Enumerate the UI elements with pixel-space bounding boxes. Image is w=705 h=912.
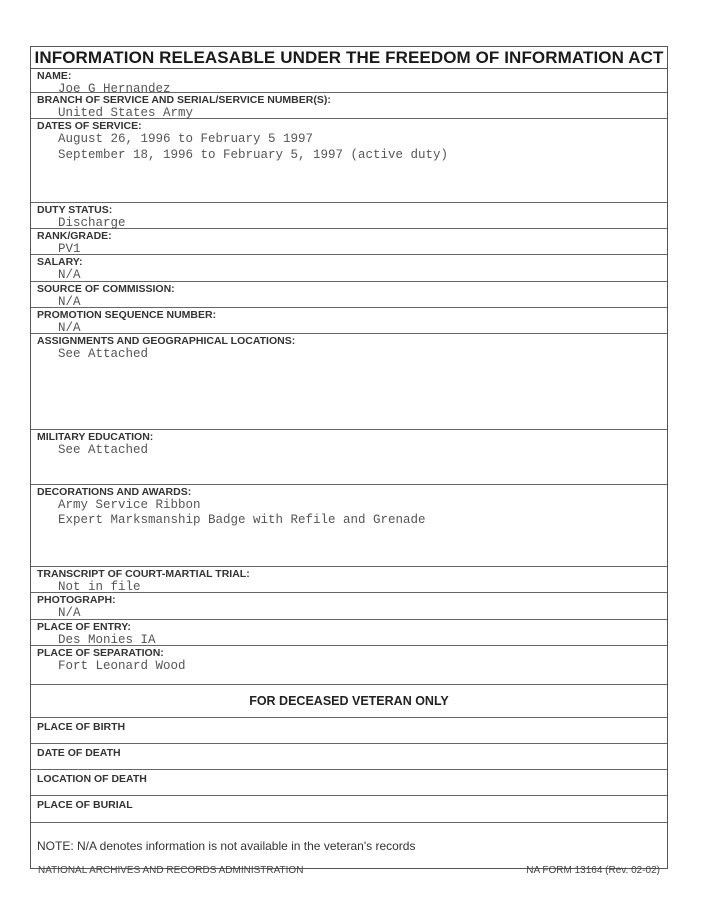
field-value: Joe G Hernandez: [58, 82, 171, 96]
field-value: N/A: [58, 321, 81, 335]
field-value: United States Army: [58, 106, 194, 120]
field-label: TRANSCRIPT OF COURT-MARTIAL TRIAL:: [37, 568, 250, 580]
field-value: Expert Marksmanship Badge with Refile and Grenade: [58, 512, 426, 527]
field-place-of-birth: [31, 718, 667, 744]
field-label: PLACE OF BIRTH: [37, 721, 126, 733]
field-label: LOCATION OF DEATH: [37, 773, 147, 785]
foia-form: [30, 46, 668, 869]
field-branch: [31, 93, 667, 119]
field-label: RANK/GRADE:: [37, 230, 112, 242]
field-label: PLACE OF SEPARATION:: [37, 647, 164, 659]
field-label: PLACE OF ENTRY:: [37, 621, 131, 633]
field-value: N/A: [58, 295, 81, 309]
field-duty-status: [31, 203, 667, 229]
field-place-of-separation: [31, 646, 667, 685]
field-photograph: [31, 593, 667, 620]
field-value: See Attached: [58, 347, 149, 361]
field-label: PLACE OF BURIAL: [37, 799, 133, 811]
field-place-of-burial: [31, 796, 667, 823]
field-label: DATE OF DEATH: [37, 747, 121, 759]
field-label: PROMOTION SEQUENCE NUMBER:: [37, 309, 217, 321]
field-location-of-death: [31, 770, 667, 796]
field-label: ASSIGNMENTS AND GEOGRAPHICAL LOCATIONS:: [37, 335, 296, 347]
field-rank: [31, 229, 667, 255]
field-label: MILITARY EDUCATION:: [37, 431, 154, 443]
agency-footer: NATIONAL ARCHIVES AND RECORDS ADMINISTRATION: [38, 865, 304, 876]
field-value: September 18, 1996 to February 5, 1997 (active duty): [58, 147, 449, 162]
field-name: [31, 69, 667, 96]
field-value: N/A: [58, 606, 81, 620]
field-assignments: [31, 334, 667, 430]
field-label: DATES OF SERVICE:: [37, 120, 142, 132]
field-label: NAME:: [37, 70, 72, 82]
field-place-of-entry: [31, 620, 667, 646]
field-label: SALARY:: [37, 256, 83, 268]
field-label: DUTY STATUS:: [37, 204, 113, 216]
field-salary: [31, 255, 667, 282]
deceased-section-header: FOR DECEASED VETERAN ONLY: [31, 685, 667, 718]
field-value: Fort Leonard Wood: [58, 659, 186, 673]
field-dates-of-service: [31, 119, 667, 203]
field-date-of-death: [31, 744, 667, 770]
field-value: Not in file: [58, 580, 141, 594]
field-value: See Attached: [58, 443, 149, 457]
field-military-education: [31, 430, 667, 485]
field-transcript: [31, 567, 667, 593]
field-value: Des Monies IA: [58, 633, 156, 647]
field-value: N/A: [58, 268, 81, 282]
field-label: DECORATIONS AND AWARDS:: [37, 486, 192, 498]
field-decorations: [31, 485, 667, 567]
form-title: INFORMATION RELEASABLE UNDER THE FREEDOM OF INFORMATION ACT: [31, 47, 667, 69]
field-label: BRANCH OF SERVICE AND SERIAL/SERVICE NUMBER(S):: [37, 94, 331, 106]
field-source-of-commission: [31, 282, 667, 308]
form-number-footer: NA FORM 13164 (Rev. 02-02): [526, 865, 660, 876]
field-promotion-sequence: [31, 308, 667, 334]
na-note: NOTE: N/A denotes information is not available in the veteran's records: [31, 823, 667, 869]
field-label: SOURCE OF COMMISSION:: [37, 283, 175, 295]
field-value: August 26, 1996 to February 5 1997: [58, 132, 314, 146]
field-value: Discharge: [58, 216, 126, 230]
field-value: PV1: [58, 242, 81, 256]
field-label: PHOTOGRAPH:: [37, 594, 116, 606]
field-value: Army Service Ribbon: [58, 498, 201, 512]
